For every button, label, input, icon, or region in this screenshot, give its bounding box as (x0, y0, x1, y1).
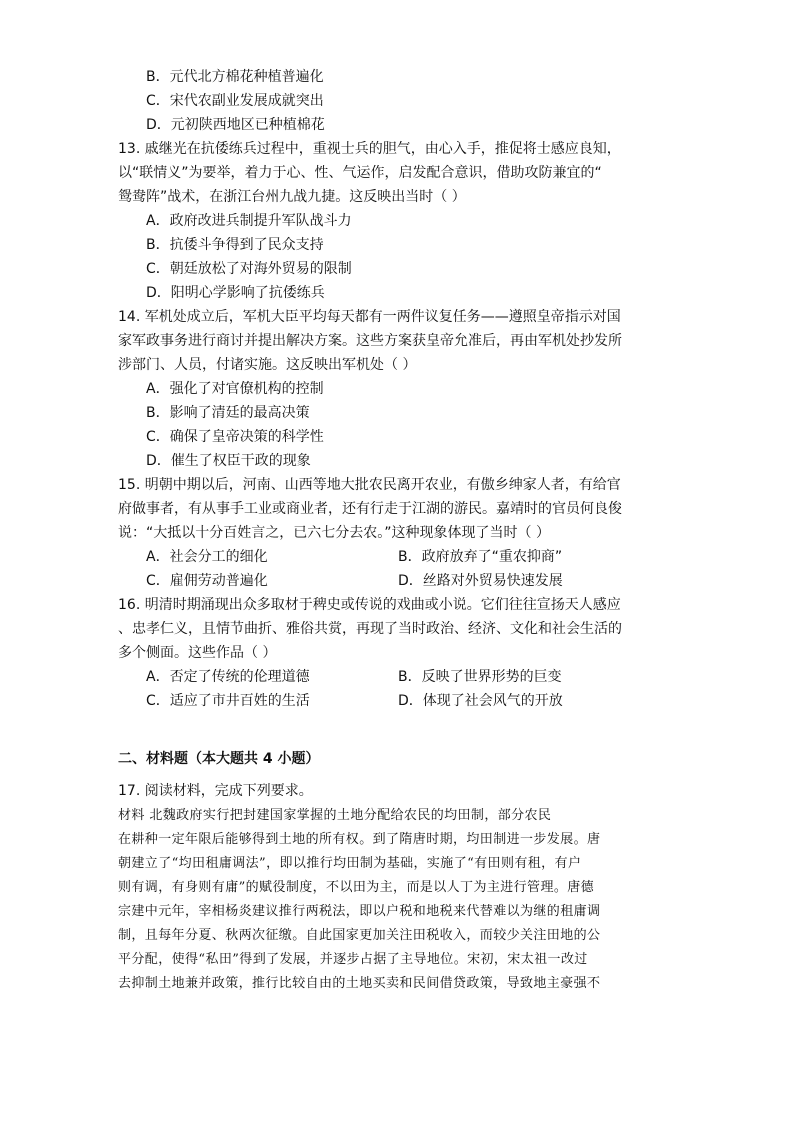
q16-option-b: B．反映了世界形势的巨变 (398, 669, 562, 685)
q14-stem-line-3: 涉部门、人员，付诸实施。这反映出军机处（ ） (118, 357, 417, 373)
q17-material-line-3: 朝建立了“均田租庸调法”，即以推行均田制为基础，实施了“有田则有租，有户 (118, 856, 582, 871)
q14-stem-line-1: 14. 军机处成立后，军机大臣平均每天都有一两件议复任务——遵照皇帝指示对国 (118, 309, 621, 325)
q14-option-c: C．确保了皇帝决策的科学性 (146, 429, 324, 445)
q15-stem-line-3: 说：“大抵以十分百姓言之，已六七分去农。”这种现象体现了当时（ ） (118, 525, 550, 541)
q16-stem-line-3: 多个侧面。这些作品（ ） (118, 645, 277, 661)
q13-stem-line-3: 鸳鸯阵”战术，在浙江台州九战九捷。这反映出当时（ ） (118, 189, 466, 205)
q17-material-line-5: 宗建中元年，宰相杨炎建议推行两税法，即以户税和地税来代替难以为继的租庸调 (118, 904, 601, 919)
q13-option-a: A．政府改进兵制提升军队战斗力 (146, 213, 352, 229)
q16-stem-line-1: 16. 明清时期涌现出众多取材于稗史或传说的戏曲或小说。它们往往宣扬天人感应 (118, 597, 621, 613)
q16-option-a: A．否定了传统的伦理道德 (146, 669, 310, 685)
q17-material-line-1: 材料 北魏政府实行把封建国家掌握的土地分配给农民的均田制，部分农民 (118, 808, 552, 823)
q13-option-b: B．抗倭斗争得到了民众支持 (146, 237, 324, 253)
q14-option-d: D．催生了权臣干政的现象 (146, 453, 311, 469)
q15-option-a: A．社会分工的细化 (146, 549, 268, 565)
q15-stem-line-2: 府做事者，有从事手工业或商业者，还有行走于江湖的游民。嘉靖时的官员何良俊 (118, 501, 622, 517)
q14-option-b: B．影响了清廷的最高决策 (146, 405, 310, 421)
q15-option-b: B．政府放弃了“重农抑商” (398, 549, 563, 565)
q17-material-line-7: 平分配，使得“私田”得到了发展，并逐步占据了主导地位。宋初，宋太祖一改过 (118, 952, 588, 967)
q14-stem-line-2: 家军政事务进行商讨并提出解决方案。这些方案获皇帝允准后，再由军机处抄发所 (118, 333, 622, 349)
q16-stem-line-2: 、忠孝仁义，且情节曲折、雅俗共赏，再现了当时政治、经济、文化和社会生活的 (118, 621, 622, 637)
q13-stem-line-2: 以“联情义”为要举，着力于心、性、气运作，启发配合意识，借助攻防兼宜的“ (118, 165, 602, 181)
q13-stem-line-1: 13. 戚继光在抗倭练兵过程中，重视士兵的胆气，由心入手，推促将士感应良知， (118, 141, 621, 157)
q15-option-c: C．雇佣劳动普遍化 (146, 573, 268, 589)
q16-option-c: C．适应了市井百姓的生活 (146, 693, 310, 709)
q14-option-a: A．强化了对官僚机构的控制 (146, 381, 324, 397)
q13-option-c: C．朝廷放松了对海外贸易的限制 (146, 261, 352, 277)
q12-option-c: C．宋代农副业发展成就突出 (146, 93, 324, 109)
q15-option-d: D．丝路对外贸易快速发展 (398, 573, 563, 589)
q17-material-line-2: 在耕种一定年限后能够得到土地的所有权。到了隋唐时期，均田制进一步发展。唐 (118, 832, 601, 847)
q12-option-d: D．元初陕西地区已种植棉花 (146, 117, 325, 133)
q17-stem: 17. 阅读材料，完成下列要求。 (118, 783, 313, 799)
q17-material-line-4: 则有调，有身则有庸”的赋役制度，不以田为主，而是以人丁为主进行管理。唐德 (118, 880, 595, 895)
q16-option-d: D．体现了社会风气的开放 (398, 693, 563, 709)
q13-option-d: D．阳明心学影响了抗倭练兵 (146, 285, 325, 301)
q17-material-line-6: 制，且每年分夏、秋两次征缴。自此国家更加关注田税收入，而较少关注田地的公 (118, 928, 601, 943)
section-heading: 二、材料题（本大题共 4 小题） (118, 751, 320, 767)
q12-option-b: B．元代北方棉花种植普遍化 (146, 69, 324, 85)
q17-material-line-8: 去抑制土地兼并政策，推行比较自由的土地买卖和民间借贷政策，导致地主豪强不 (118, 976, 601, 991)
q15-stem-line-1: 15. 明朝中期以后，河南、山西等地大批农民离开农业，有傲乡绅家人者，有给官 (118, 477, 621, 493)
